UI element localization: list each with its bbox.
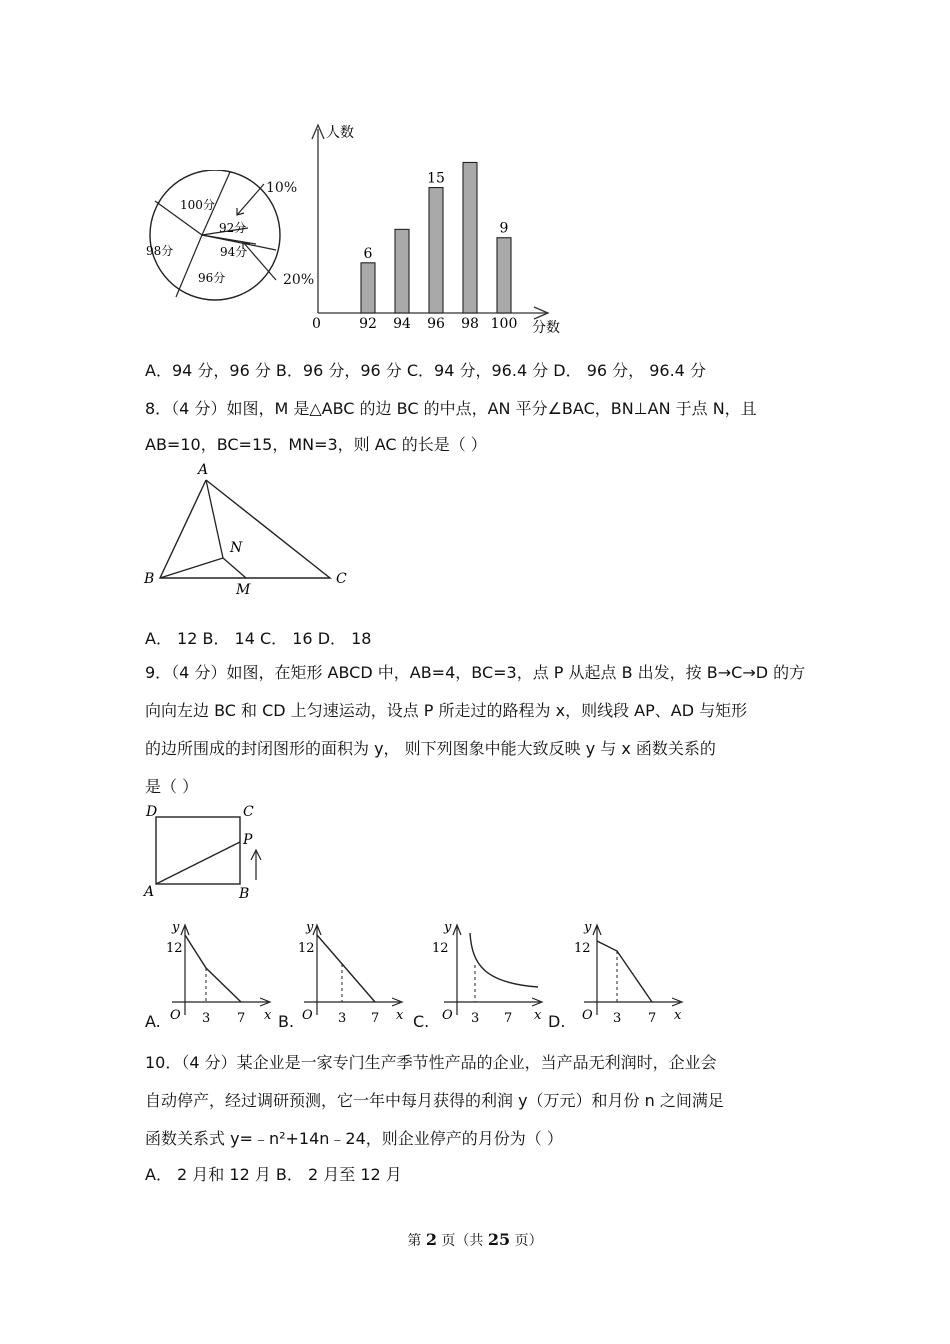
graph-B-y: y: [306, 920, 314, 935]
pie-label-98: 98分: [146, 244, 174, 258]
graph-C-7: 7: [504, 1011, 513, 1026]
graph-A-7: 7: [237, 1011, 246, 1026]
page-footer: [0, 1230, 950, 1250]
q9-option-C-label: C.: [413, 1012, 430, 1031]
bar-data-label-96: 15: [427, 170, 445, 187]
q9-stem-line1: 9．（4 分）如图，在矩形 ABCD 中，AB=4，BC=3，点 P 从起点 B 出发，按 B→C→D 的方: [145, 663, 806, 682]
q7-options: A．94 分，96 分 B．96 分，96 分 C．94 分，96.4 分 D． 96 分， 96.4 分: [145, 361, 706, 380]
q9-point-P: P: [243, 832, 253, 848]
pie-label-96: 96分: [198, 271, 226, 285]
bar-98: [463, 162, 477, 313]
pie-label-100: 100分: [180, 198, 215, 212]
pie-percent-20: 20%: [283, 272, 315, 288]
q9-option-B-label: B.: [278, 1012, 295, 1031]
graph-C-y: y: [444, 920, 452, 935]
q9-point-A: A: [144, 884, 155, 900]
footer-page-number: 2: [425, 1230, 437, 1249]
bar-tick-92: 92: [359, 316, 377, 332]
footer-total-pages: 25: [487, 1230, 511, 1249]
graph-D-12: 12: [574, 941, 591, 956]
q9-point-B: B: [239, 886, 250, 902]
footer-prefix: 第: [407, 1233, 426, 1249]
q8-stem-line2: AB=10，BC=15，MN=3，则 AC 的长是（ ）: [145, 435, 487, 454]
q9-rectangle-figure: [140, 800, 280, 905]
bar-tick-98: 98: [461, 316, 479, 332]
footer-suffix: 页）: [510, 1233, 543, 1249]
q8-stem-line1: 8．（4 分）如图，M 是△ABC 的边 BC 的中点，AN 平分∠BAC，BN⊥AN 于点 N，且: [145, 399, 757, 418]
bar-data-label-92: 6: [363, 245, 373, 262]
q9-stem-line3: 的边所围成的封闭图形的面积为 y， 则下列图象中能大致反映 y 与 x 函数关系的: [145, 739, 716, 758]
graph-C-x: x: [534, 1008, 542, 1023]
q8-triangle-figure: [140, 462, 360, 597]
graph-D-7: 7: [648, 1011, 657, 1026]
q9-point-D: D: [146, 804, 158, 820]
bar-tick-96: 96: [427, 316, 445, 332]
bar-tick-94: 94: [393, 316, 411, 332]
q9-stem-line4: 是（ ）: [145, 777, 199, 796]
pie-label-92: 92分: [219, 221, 247, 235]
graph-B-12: 12: [298, 941, 315, 956]
q8-options: A． 12 B． 14 C． 16 D． 18: [145, 629, 372, 648]
graph-B-O: O: [302, 1008, 313, 1023]
bar-96: [429, 188, 443, 313]
q9-option-A-label: A.: [145, 1012, 161, 1031]
graph-C-O: O: [442, 1008, 453, 1023]
q8-point-B: B: [144, 571, 155, 587]
bar-92: [361, 263, 375, 313]
q8-point-A: A: [198, 462, 209, 478]
bar-94: [395, 229, 409, 313]
q8-point-C: C: [336, 571, 347, 587]
graph-D-y: y: [584, 920, 592, 935]
q9-graph-A: [158, 915, 283, 1030]
q8-point-M: M: [236, 582, 251, 597]
graph-D-3: 3: [613, 1011, 622, 1026]
graph-A-y: y: [172, 920, 180, 935]
bar-data-label-100: 9: [499, 220, 509, 237]
graph-A-O: O: [170, 1008, 181, 1023]
graph-D-O: O: [582, 1008, 593, 1023]
graph-B-7: 7: [371, 1011, 380, 1026]
q10-stem-line1: 10．（4 分）某企业是一家专门生产季节性产品的企业，当产品无利润时，企业会: [145, 1053, 717, 1072]
q10-options: A． 2 月和 12 月 B． 2 月至 12 月: [145, 1165, 402, 1184]
bar-origin: 0: [312, 316, 321, 332]
pie-label-94: 94分: [220, 245, 248, 259]
graph-B-x: x: [396, 1008, 404, 1023]
graph-A-12: 12: [166, 941, 183, 956]
q8-point-N: N: [230, 540, 243, 556]
bar-100: [497, 238, 511, 313]
q9-graph-C: [430, 915, 555, 1030]
graph-C-12: 12: [432, 941, 449, 956]
graph-D-x: x: [674, 1008, 682, 1023]
q9-point-C: C: [243, 804, 254, 820]
q9-stem-line2: 向向左边 BC 和 CD 上匀速运动，设点 P 所走过的路程为 x，则线段 AP、AD 与矩形: [145, 701, 748, 720]
graph-A-x: x: [264, 1008, 272, 1023]
bar-tick-100: 100: [490, 316, 518, 332]
q9-graph-B: [290, 915, 415, 1030]
bar-ylabel: 人数: [326, 125, 354, 141]
graph-C-3: 3: [471, 1011, 480, 1026]
bar-xlabel: 分数: [532, 320, 560, 336]
q9-graph-D: [570, 915, 695, 1030]
q9-option-D-label: D.: [548, 1012, 566, 1031]
q10-stem-line2: 自动停产，经过调研预测，它一年中每月获得的利润 y（万元）和月份 n 之间满足: [145, 1091, 724, 1110]
q7-bar-chart: [300, 115, 580, 340]
pie-percent-10: 10%: [266, 180, 298, 196]
graph-B-3: 3: [338, 1011, 347, 1026]
q10-stem-line3: 函数关系式 y=﹣n²+14n﹣24，则企业停产的月份为（ ）: [145, 1129, 563, 1148]
footer-middle: 页（共: [436, 1233, 488, 1249]
graph-A-3: 3: [202, 1011, 211, 1026]
